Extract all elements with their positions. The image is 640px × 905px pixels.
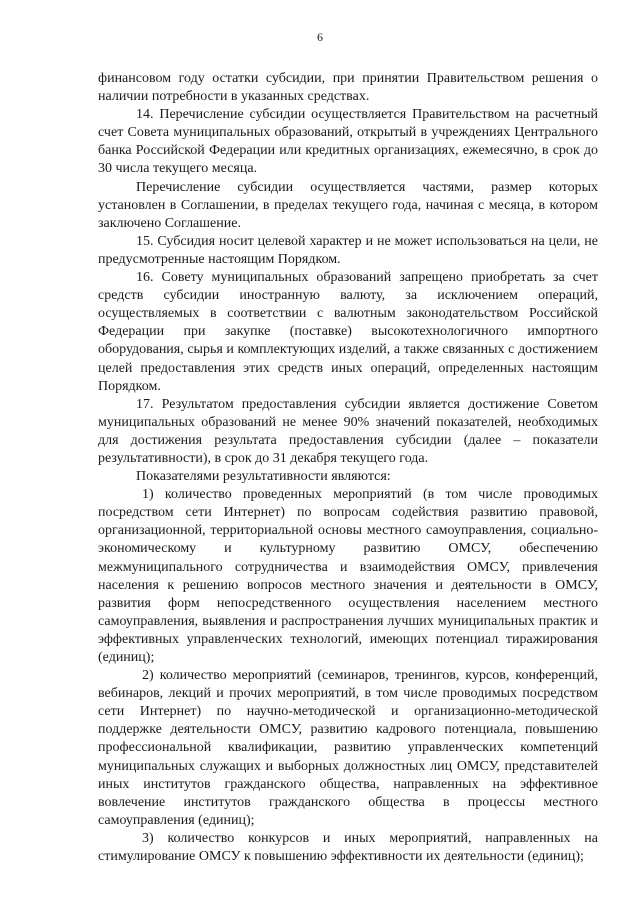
paragraph-item-16: 16. Совету муниципальных образований запрещено приобретать за счет средств субсидии иностранную валюту, за исключением операций, осуществляемых в соответствии с валютным законодательством Российской Федерации при закупке (поставке) высокотехнологичного импортного оборудования, сырья и комплектующих изделий, а также связанных с достижением целей предоставления этих средств иных операций, определенных настоящим Порядком. <box>98 270 598 394</box>
paragraph-transfer-installments: Перечисление субсидии осуществляется частями, размер которых установлен в Соглашении, в пределах текущего года, начиная с месяца, в котором заключено Соглашение. <box>98 179 598 231</box>
paragraph-continuation: финансовом году остатки субсидии, при принятии Правительством решения о наличии потребности в указанных средствах. <box>98 71 598 105</box>
paragraph-indicator-3: 3) количество конкурсов и иных мероприятий, направленных на стимулирование ОМСУ к повышению эффективности их деятельности (единиц); <box>98 830 598 865</box>
paragraph-indicators-intro: Показателями результативности являются: <box>136 469 391 485</box>
paragraph-item-14: 14. Перечисление субсидии осуществляется Правительством на расчетный счет Совета муниципальных образований, открытый в учреждениях Центрального банка Российской Федерации или кредитных организациях, ежемесячно, в срок до 30 числа текущего месяца. <box>98 107 598 177</box>
document-body <box>98 70 598 866</box>
paragraph-item-17: 17. Результатом предоставления субсидии является достижение Советом муниципальных образований не менее 90% значений показателей, необходимых для достижения результата предоставления субсидии (далее – показатели результативности), в срок до 31 декабря текущего года. <box>98 396 598 466</box>
paragraph-item-15: 15. Субсидия носит целевой характер и не может использоваться на цели, не предусмотренные настоящим Порядком. <box>98 233 598 267</box>
paragraph-indicator-1: 1) количество проведенных мероприятий (в том числе проводимых посредством сети Интернет) по вопросам содействия развитию правовой, организационной, территориальной основы местного самоуправления, социально-экономическому и культурному развитию ОМСУ, обеспечению межмуниципального сотрудничества и взаимодействия ОМСУ, привлечения населения к решению вопросов местного значения и деятельности в ОМСУ, развития форм непосредственного осуществления населением местного самоуправления, выявления и распространения лучших муниципальных практик и эффективных управленческих технологий, имеющих потенциал тиражирования (единиц); <box>98 487 598 665</box>
page-number: 6 <box>317 30 323 44</box>
paragraph-indicator-2: 2) количество мероприятий (семинаров, тренингов, курсов, конференций, вебинаров, лекций и прочих мероприятий, в том числе проводимых посредством сети Интернет) по научно-методической и организационно-методической поддержке деятельности ОМСУ, развитию кадрового потенциала, повышению профессиональной квалификации, развитию управленческих компетенций муниципальных служащих и выборных должностных лиц ОМСУ, представителей иных институтов гражданского общества, направленных на эффективное вовлечение институтов гражданского общества в процессы местного самоуправления (единиц); <box>98 668 598 828</box>
